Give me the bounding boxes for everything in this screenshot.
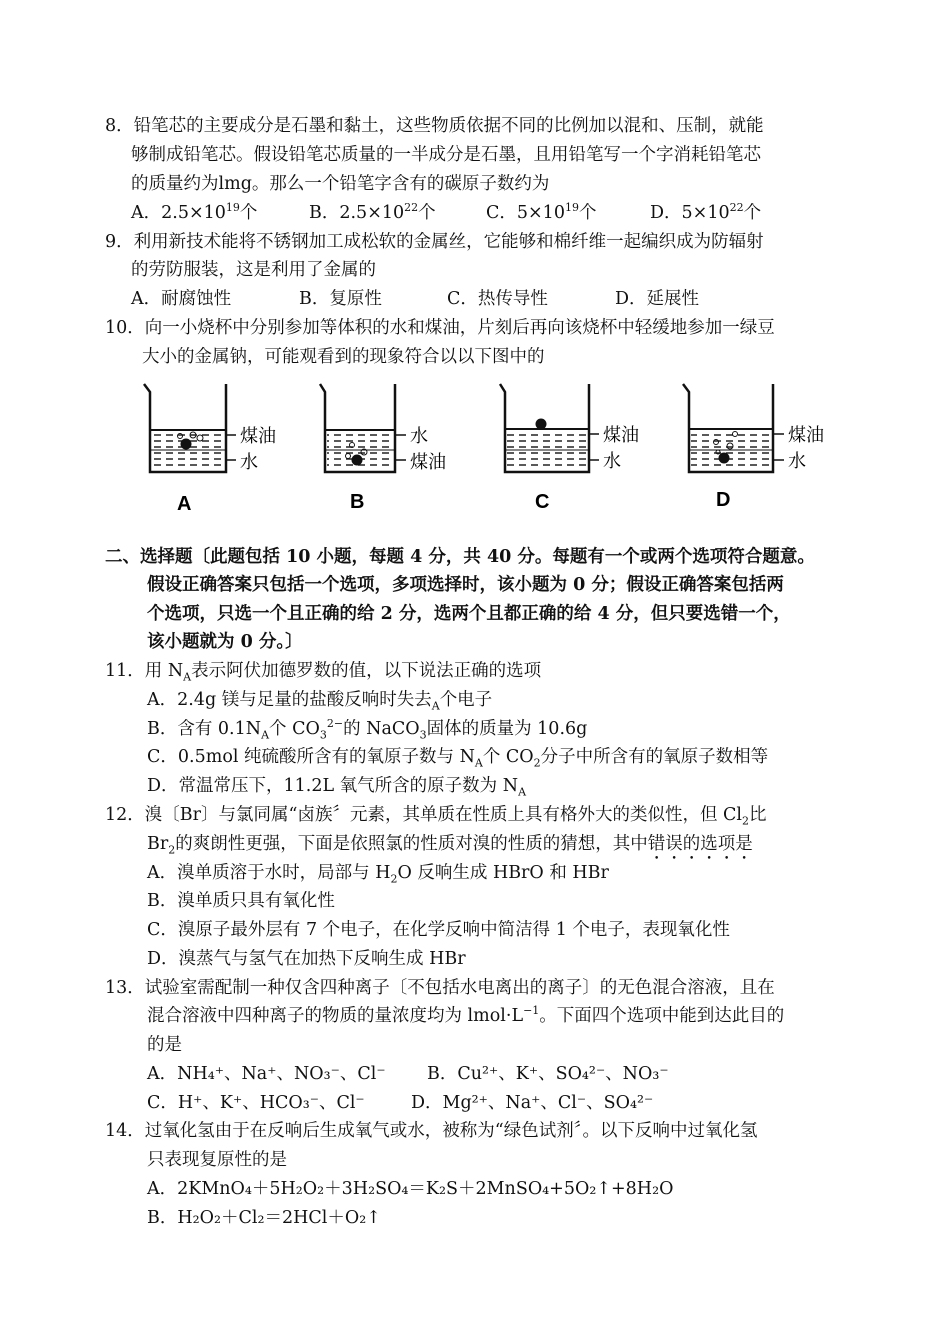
q12-stem-line2: $Br_2$的爽朗性更强，下面是依照氯的性质对溴的性质的猜想，其中错误的选项是	[147, 834, 753, 857]
beaker-a-letter: A	[177, 493, 192, 515]
q10-stem-line1: 10．向一小烧杯中分别参加等体积的水和煤油，片刻后再向该烧杯中轻缓地参加一绿豆	[105, 318, 775, 338]
beaker-b-bottom-label: 煤油	[410, 452, 446, 473]
q14-stem-line2: 只表现复原性的是	[147, 1150, 287, 1170]
q12-option-d: D．溴蒸气与氢气在加热下反响生成 HBr	[147, 949, 466, 969]
q9-option-b: B．复原性	[299, 289, 382, 309]
q13-stem-line1: 13．试验室需配制一种仅含四种离子〔不包括水电离出的离子〕的无色混合溶液，且在	[105, 978, 775, 998]
q9-option-c: C．热传导性	[447, 289, 548, 309]
beaker-c-letter: C	[535, 491, 550, 513]
q8-option-a: A．$2.5\times 10^{19}$个	[131, 201, 258, 223]
q8-stem-line1: 8．铅笔芯的主要成分是石墨和黏土，这些物质依据不同的比例加以混和、压制，就能	[105, 116, 764, 136]
q12-option-c: C．溴原子最外层有 7 个电子，在化学反响中简洁得 1 个电子，表现氧化性	[147, 920, 730, 940]
q13-option-a: A．NH₄⁺、Na⁺、NO₃⁻、Cl⁻	[147, 1064, 386, 1084]
q12-stem-line1: 12．溴〔Br〕与氯同属“卤族〞元素，其单质在性质上具有格外大的类似性，但 $Cl_2$比	[105, 805, 767, 828]
q11-option-d: D．常温常压下，11.2L 氧气所含的原子数为 $N_A$	[147, 776, 527, 799]
q13-stem-line3: 的是	[147, 1035, 182, 1055]
beaker-c-bottom-label: 水	[603, 451, 621, 472]
section2-line1: 二、选择题〔此题包括 10 小题，每题 4 分，共 40 分。每题有一个或两个选项符合题意。	[105, 547, 815, 567]
q9-option-a: A．耐腐蚀性	[131, 289, 232, 309]
q9-stem-line1: 9．利用新技术能将不锈钢加工成松软的金属丝，它能够和棉纤维一起编织成为防辐射	[105, 232, 764, 252]
beaker-diagrams	[130, 372, 850, 517]
q11-stem: 11．用 $N_A$表示阿伏加德罗数的值，以下说法正确的选项	[105, 661, 542, 684]
beaker-b	[320, 384, 446, 513]
beaker-a-bottom-label: 水	[240, 452, 258, 473]
section2-line2: 假设正确答案只包括一个选项，多项选择时，该小题为 0 分；假设正确答案包括两	[147, 575, 784, 595]
q8-stem-line2: 够制成铅笔芯。假设铅笔芯质量的一半成分是石墨，且用铅笔写一个字消耗铅笔芯	[131, 145, 761, 165]
q13-option-b: B．Cu²⁺、K⁺、SO₄²⁻、NO₃⁻	[427, 1064, 669, 1084]
q13-option-c: C．H⁺、K⁺、HCO₃⁻、Cl⁻	[147, 1093, 365, 1113]
q8-option-b: B．$2.5\times 10^{22}$个	[309, 201, 436, 223]
beaker-d-top-label: 煤油	[788, 425, 824, 446]
section2-line3: 个选项，只选一个且正确的给 2 分，选两个且都正确的给 4 分，但只要选错一个，	[147, 604, 791, 624]
q9-stem-line2: 的劳防服装，这是利用了金属的	[131, 260, 376, 280]
beaker-c-top-label: 煤油	[603, 425, 639, 446]
q13-option-d: D．Mg²⁺、Na⁺、Cl⁻、SO₄²⁻	[411, 1093, 654, 1113]
beaker-b-letter: B	[350, 491, 365, 513]
beaker-d	[683, 384, 824, 511]
q11-option-b: B．含有 $0.1N_A$个 $CO_3^{2-}$的 NaCO$_3$固体的质量为 10.6g	[147, 717, 588, 742]
q14-stem-line1: 14．过氧化氢由于在反响后生成氧气或水，被称为“绿色试剂〞。以下反响中过氧化氢	[105, 1121, 758, 1141]
q8-option-d: D．$5\times 10^{22}$个	[650, 201, 762, 223]
q13-stem-line2: 混合溶液中四种离子的物质的量浓度均为 $lmol\cdot L^{-1}$。下面四个选项中能到达此目的	[147, 1004, 785, 1026]
beaker-c	[500, 384, 639, 513]
q8-option-c: C．$5\times 10^{19}$个	[486, 201, 597, 223]
q11-option-a: A．2.4g 镁与足量的盐酸反响时失去$_A$个电子	[147, 690, 493, 713]
q12-option-a: A．溴单质溶于水时，局部与 $H_2O$ 反响生成 HBrO 和 HBr	[147, 863, 609, 886]
beaker-d-letter: D	[716, 489, 731, 511]
beaker-b-top-label: 水	[410, 426, 428, 447]
q11-option-c: C．0.5mol 纯硫酸所含有的氧原子数与 $N_A$个 $CO_2$分子中所含有的氧原子数相等	[147, 747, 769, 770]
q10-stem-line2: 大小的金属钠，可能观看到的现象符合以以下图中的	[142, 347, 545, 367]
q14-option-b: B．H₂O₂＋Cl₂＝2HCl＋O₂↑	[147, 1208, 381, 1228]
q9-option-d: D．延展性	[615, 289, 700, 309]
section2-line4: 该小题就为 0 分。〕	[147, 632, 303, 652]
beaker-a	[144, 384, 276, 515]
q8-stem-line3: 的质量约为lmg。那么一个铅笔字含有的碳原子数约为	[131, 174, 550, 194]
q12-option-b: B．溴单质只具有氧化性	[147, 891, 335, 911]
beaker-a-top-label: 煤油	[240, 426, 276, 447]
beaker-d-bottom-label: 水	[788, 451, 806, 472]
q14-option-a: A．2KMnO₄＋5H₂O₂＋3H₂SO₄＝K₂S＋2MnSO₄+5O₂↑+8H₂O	[147, 1179, 674, 1199]
